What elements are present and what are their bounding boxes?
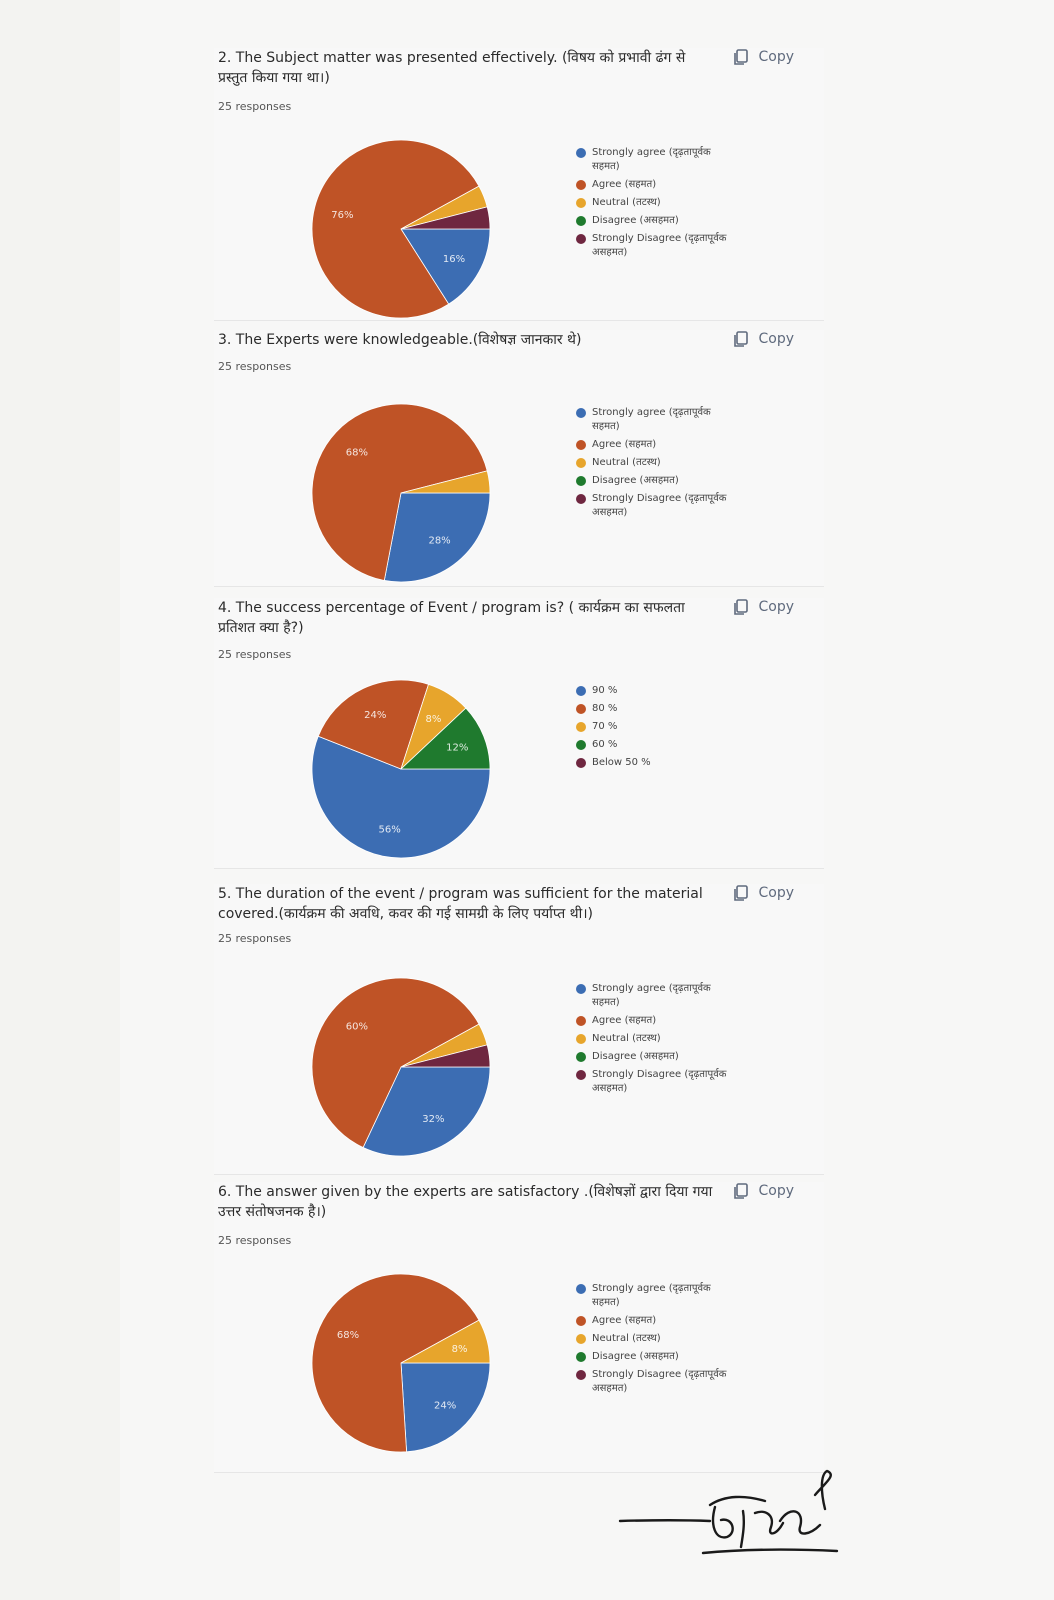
pie-chart (306, 674, 496, 864)
pie-chart (306, 1268, 496, 1458)
slice-data-label: 76% (331, 209, 354, 221)
legend-dot (576, 722, 586, 732)
legend-label: Disagree (असहमत) (592, 215, 679, 226)
pie-chart (306, 134, 496, 324)
legend-dot (576, 1352, 586, 1362)
legend-dot (576, 984, 586, 994)
pie-chart (306, 398, 496, 588)
legend-label: Neutral (तटस्थ) (592, 1333, 661, 1344)
response-count: 25 responses (218, 100, 292, 113)
copy-label: Copy (758, 599, 794, 615)
legend-item (576, 146, 736, 174)
legend-label: Agree (सहमत) (592, 439, 657, 450)
legend-item (576, 232, 736, 260)
legend-item (576, 474, 736, 488)
slice-data-label: 68% (336, 1329, 360, 1341)
legend-item (576, 720, 736, 734)
legend-item (576, 1014, 736, 1028)
response-count: 25 responses (218, 1234, 292, 1247)
legend-label: Strongly Disagree (दृढ़तापूर्वक असहमत) (592, 233, 727, 258)
pie-chart (306, 972, 496, 1162)
legend-label: Agree (सहमत) (592, 1315, 657, 1326)
legend-label: Strongly agree (दृढ़तापूर्वक सहमत) (592, 983, 711, 1008)
legend-dot (576, 458, 586, 468)
legend-label: 90 % (592, 685, 618, 696)
legend-dot (576, 1284, 586, 1294)
legend-item (576, 178, 736, 192)
legend-dot (576, 148, 586, 158)
handwritten-signature (615, 1465, 845, 1565)
legend-dot (576, 758, 586, 768)
legend-label: Strongly agree (दृढ़तापूर्वक सहमत) (592, 407, 711, 432)
slice-data-label: 56% (378, 824, 401, 836)
copy-button[interactable] (732, 598, 794, 616)
legend-label: Disagree (असहमत) (592, 1051, 679, 1062)
question-title: 3. The Experts were knowledgeable.(विशेषज्ञ जानकार थे) (218, 332, 582, 348)
copy-button[interactable] (732, 1182, 794, 1200)
legend-item (576, 1350, 736, 1364)
slice-data-label: 8% (425, 713, 442, 725)
legend-dot (576, 686, 586, 696)
copy-button[interactable] (732, 330, 794, 348)
question-card-2 (214, 48, 824, 321)
copy-label: Copy (758, 1183, 794, 1199)
legend-item (576, 456, 736, 470)
legend-dot (576, 180, 586, 190)
copy-icon (732, 598, 750, 616)
copy-icon (732, 884, 750, 902)
legend-label: Below 50 % (592, 757, 651, 768)
question-title: 5. The duration of the event / program was sufficient for the material covered.(कार्यक्रम की अवधि, कवर की गई सामग्री के लिए पर्याप्त थी।) (218, 886, 703, 922)
legend-item (576, 1314, 736, 1328)
legend-label: Neutral (तटस्थ) (592, 457, 661, 468)
legend-dot (576, 1070, 586, 1080)
legend-label: 70 % (592, 721, 618, 732)
question-card-4 (214, 598, 824, 869)
question-title: 6. The answer given by the experts are satisfactory .(विशेषज्ञों द्वारा दिया गया उत्तर संतोषजनक है।) (218, 1184, 713, 1220)
chart-legend (576, 1282, 736, 1400)
legend-item (576, 406, 736, 434)
legend-dot (576, 1052, 586, 1062)
slice-data-label: 12% (446, 742, 469, 754)
legend-dot (576, 704, 586, 714)
slice-data-label: 32% (422, 1114, 445, 1126)
legend-item (576, 196, 736, 210)
copy-button[interactable] (732, 884, 794, 902)
slice-data-label: 68% (345, 447, 368, 459)
legend-item (576, 1050, 736, 1064)
chart-legend (576, 982, 736, 1100)
legend-label: Strongly agree (दृढ़तापूर्वक सहमत) (592, 147, 711, 172)
question-title: 2. The Subject matter was presented effectively. (विषय को प्रभावी ढंग से प्रस्तुत किया गया था।) (218, 50, 686, 86)
legend-item (576, 1332, 736, 1346)
legend-dot (576, 1016, 586, 1026)
legend-label: Strongly Disagree (दृढ़तापूर्वक असहमत) (592, 493, 727, 518)
legend-item (576, 438, 736, 452)
legend-dot (576, 408, 586, 418)
legend-label: Disagree (असहमत) (592, 1351, 679, 1362)
slice-data-label: 16% (442, 254, 466, 266)
legend-label: Disagree (असहमत) (592, 475, 679, 486)
legend-item (576, 1368, 736, 1396)
legend-item (576, 492, 736, 520)
legend-item (576, 702, 736, 716)
legend-item (576, 1032, 736, 1046)
slice-data-label: 24% (364, 710, 387, 722)
legend-item (576, 982, 736, 1010)
legend-label: Neutral (तटस्थ) (592, 1033, 661, 1044)
legend-dot (576, 1370, 586, 1380)
legend-dot (576, 234, 586, 244)
legend-dot (576, 440, 586, 450)
legend-dot (576, 216, 586, 226)
legend-label: Agree (सहमत) (592, 1015, 657, 1026)
chart-legend (576, 684, 736, 774)
legend-item (576, 1068, 736, 1096)
legend-item (576, 684, 736, 698)
slice-data-label: 28% (428, 535, 451, 547)
legend-label: Agree (सहमत) (592, 179, 657, 190)
response-count: 25 responses (218, 648, 292, 661)
legend-item (576, 214, 736, 228)
legend-dot (576, 198, 586, 208)
copy-label: Copy (758, 331, 794, 347)
legend-dot (576, 1316, 586, 1326)
legend-label: 80 % (592, 703, 618, 714)
legend-item (576, 1282, 736, 1310)
slice-data-label: 24% (434, 1400, 457, 1412)
slice-data-label: 8% (451, 1343, 468, 1355)
legend-dot (576, 1034, 586, 1044)
legend-dot (576, 1334, 586, 1344)
chart-legend (576, 146, 736, 264)
legend-label: Strongly Disagree (दृढ़तापूर्वक असहमत) (592, 1369, 727, 1394)
response-count: 25 responses (218, 360, 292, 373)
legend-dot (576, 476, 586, 486)
slice-data-label: 60% (345, 1021, 368, 1033)
question-card-3 (214, 330, 824, 587)
legend-label: 60 % (592, 739, 618, 750)
question-card-6 (214, 1182, 824, 1473)
copy-icon (732, 330, 750, 348)
legend-label: Strongly agree (दृढ़तापूर्वक सहमत) (592, 1283, 711, 1308)
legend-label: Neutral (तटस्थ) (592, 197, 661, 208)
copy-label: Copy (758, 885, 794, 901)
question-card-5 (214, 884, 824, 1175)
legend-label: Strongly Disagree (दृढ़तापूर्वक असहमत) (592, 1069, 727, 1094)
copy-icon (732, 1182, 750, 1200)
legend-item (576, 738, 736, 752)
legend-dot (576, 740, 586, 750)
response-count: 25 responses (218, 932, 292, 945)
question-title: 4. The success percentage of Event / program is? ( कार्यक्रम का सफलता प्रतिशत क्या है?) (218, 600, 685, 636)
copy-icon (732, 48, 750, 66)
copy-button[interactable] (732, 48, 794, 66)
legend-item (576, 756, 736, 770)
copy-label: Copy (758, 49, 794, 65)
chart-legend (576, 406, 736, 524)
legend-dot (576, 494, 586, 504)
